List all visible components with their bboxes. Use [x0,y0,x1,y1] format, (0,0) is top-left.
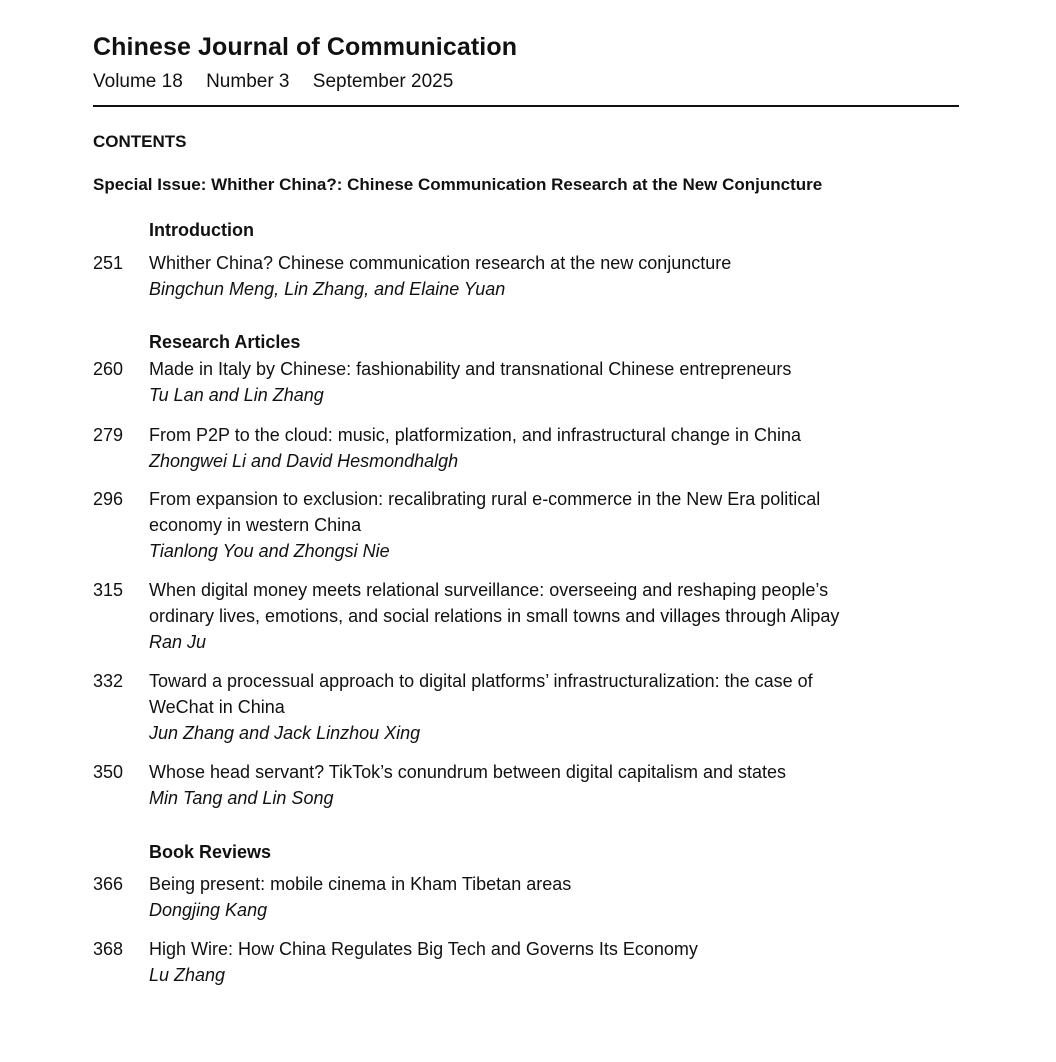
contents-heading: CONTENTS [93,132,187,151]
article-authors: Dongjing Kang [149,900,268,920]
number-label: Number 3 [206,71,290,92]
page-number: 368 [93,939,124,959]
journal-title: Chinese Journal of Communication [93,33,518,61]
article-title[interactable]: Whither China? Chinese communication research at the new conjuncture [149,253,732,273]
page-number: 296 [93,489,124,509]
issue-date: September 2025 [312,71,454,92]
article-authors: Tu Lan and Lin Zhang [149,385,324,405]
page-number: 279 [93,425,124,445]
section-heading-research-articles: Research Articles [149,332,301,352]
page-number: 315 [93,580,124,600]
article-authors: Lu Zhang [149,965,226,985]
article-title[interactable]: Made in Italy by Chinese: fashionability and transnational Chinese entrepreneurs [149,359,792,379]
article-authors: Jun Zhang and Jack Linzhou Xing [149,723,421,743]
article-title[interactable]: Toward a processual approach to digital platforms’ infrastructuralization: the case of WeChat in China [149,671,813,717]
section-heading-book-reviews: Book Reviews [149,842,272,862]
article-authors: Ran Ju [149,632,207,652]
page-number: 332 [93,671,124,691]
article-authors: Bingchun Meng, Lin Zhang, and Elaine Yuan [149,279,506,299]
article-authors: Tianlong You and Zhongsi Nie [149,541,390,561]
article-authors: Min Tang and Lin Song [149,788,334,808]
article-title[interactable]: When digital money meets relational surveillance: overseeing and reshaping people’s ordinary lives, emotions, and social relations in small towns and villages through Alipay [149,580,840,626]
page-number: 350 [93,762,124,782]
header-divider [93,105,959,107]
article-authors: Zhongwei Li and David Hesmondhalgh [149,451,459,471]
page-number: 251 [93,253,124,273]
article-title[interactable]: High Wire: How China Regulates Big Tech and Governs Its Economy [149,939,698,959]
article-title[interactable]: From expansion to exclusion: recalibrating rural e-commerce in the New Era political economy in western China [149,489,821,535]
article-title[interactable]: Being present: mobile cinema in Kham Tibetan areas [149,874,572,894]
volume-label: Volume 18 [93,71,183,92]
article-title[interactable]: Whose head servant? TikTok’s conundrum between digital capitalism and states [149,762,787,782]
special-issue-title: Special Issue: Whither China?: Chinese Communication Research at the New Conjuncture [93,175,823,194]
page-number: 366 [93,874,124,894]
issue-info [93,71,471,93]
page-number: 260 [93,359,124,379]
section-heading-introduction: Introduction [149,220,254,240]
article-title[interactable]: From P2P to the cloud: music, platformization, and infrastructural change in China [149,425,801,445]
